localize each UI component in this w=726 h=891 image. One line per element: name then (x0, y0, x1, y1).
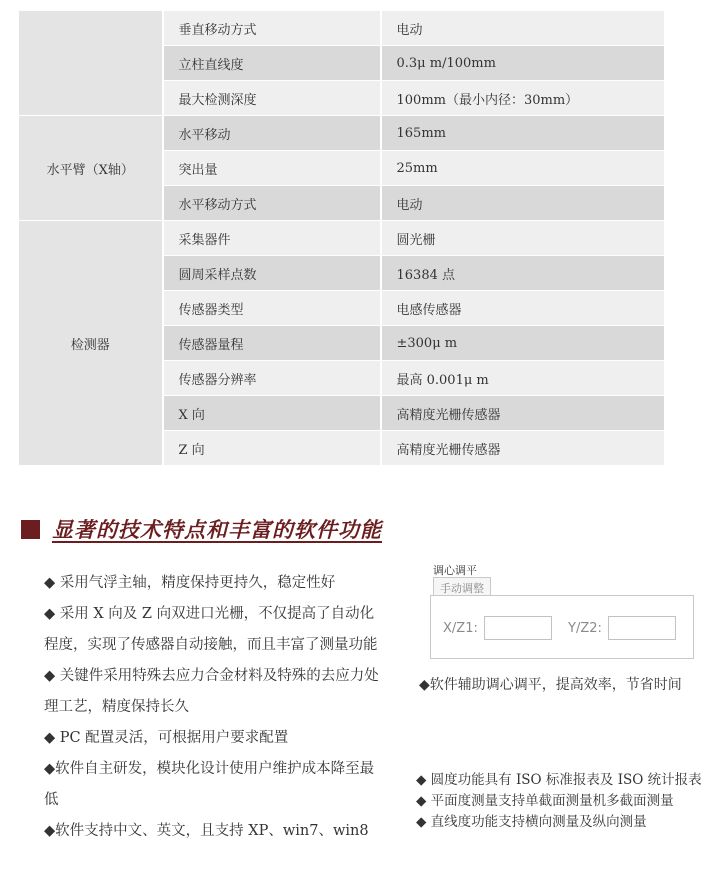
feature-item: ◆ 平面度测量支持单截面测量机多截面测量 (416, 793, 674, 809)
table-row (19, 11, 665, 46)
param-cell: 圆周采样点数 (163, 256, 381, 291)
group-cell-horizontal-arm: 水平臂（X轴） (19, 116, 163, 221)
feature-item: ◆ 采用气浮主轴，精度保持更持久，稳定性好 (44, 575, 336, 591)
group-cell (19, 11, 163, 116)
param-cell: 最大检测深度 (163, 81, 381, 116)
centering-leveling-panel (430, 560, 695, 660)
param-cell: 突出量 (163, 151, 381, 186)
feature-item: ◆ 直线度功能支持横向测量及纵向测量 (416, 814, 647, 830)
value-cell: 100mm（最小内径：30mm） (381, 81, 665, 116)
group-cell-detector: 检测器 (19, 221, 163, 466)
value-cell: 25mm (381, 151, 665, 186)
panel-caption: ◆软件辅助调心调平，提高效率，节省时间 (419, 677, 682, 693)
param-cell: Z 向 (163, 431, 381, 466)
feature-item: ◆ 关键件采用特殊去应力合金材料及特殊的去应力处理工艺，精度保持长久 (44, 668, 379, 715)
param-cell: X 向 (163, 396, 381, 431)
value-cell: 0.3μ m/100mm (381, 46, 665, 81)
value-cell: 最高 0.001μ m (381, 361, 665, 396)
value-cell: 电动 (381, 186, 665, 221)
tab-manual-adjust[interactable]: 手动调整 (433, 577, 491, 598)
feature-item: ◆ 采用 X 向及 Z 向双进口光栅，不仅提高了自动化程度，实现了传感器自动接触，而且丰富了测量功能 (44, 606, 378, 653)
panel-content-box (430, 595, 694, 659)
value-cell: 高精度光栅传感器 (381, 396, 665, 431)
spec-table (18, 10, 665, 466)
param-cell: 垂直移动方式 (163, 11, 381, 46)
x-z1-label: X/Z1: (443, 621, 478, 636)
features-list-right (416, 770, 716, 833)
value-cell: 165mm (381, 116, 665, 151)
param-cell: 水平移动 (163, 116, 381, 151)
panel-group-label: 调心调平 (433, 564, 477, 577)
feature-item: ◆ PC 配置灵活，可根据用户要求配置 (44, 730, 289, 746)
features-list-left (44, 568, 384, 847)
param-cell: 立柱直线度 (163, 46, 381, 81)
value-cell: 16384 点 (381, 256, 665, 291)
param-cell: 传感器分辨率 (163, 361, 381, 396)
square-bullet-icon (21, 520, 40, 539)
table-row (19, 116, 665, 151)
feature-item: ◆软件支持中文、英文，且支持 XP、win7、win8 (44, 823, 369, 839)
value-cell: 电感传感器 (381, 291, 665, 326)
param-cell: 传感器类型 (163, 291, 381, 326)
param-cell: 传感器量程 (163, 326, 381, 361)
y-z2-input[interactable] (608, 616, 676, 640)
param-cell: 水平移动方式 (163, 186, 381, 221)
section-title: 显著的技术特点和丰富的软件功能 (52, 517, 382, 542)
value-cell: 圆光栅 (381, 221, 665, 256)
value-cell: 电动 (381, 11, 665, 46)
value-cell: ±300μ m (381, 326, 665, 361)
param-cell: 采集器件 (163, 221, 381, 256)
section-heading (21, 514, 382, 544)
x-z1-input[interactable] (484, 616, 552, 640)
table-row (19, 221, 665, 256)
value-cell: 高精度光栅传感器 (381, 431, 665, 466)
feature-item: ◆ 圆度功能具有 ISO 标准报表及 ISO 统计报表 (416, 772, 702, 788)
y-z2-label: Y/Z2: (568, 621, 602, 636)
feature-item: ◆软件自主研发，模块化设计使用户维护成本降至最低 (44, 761, 375, 808)
